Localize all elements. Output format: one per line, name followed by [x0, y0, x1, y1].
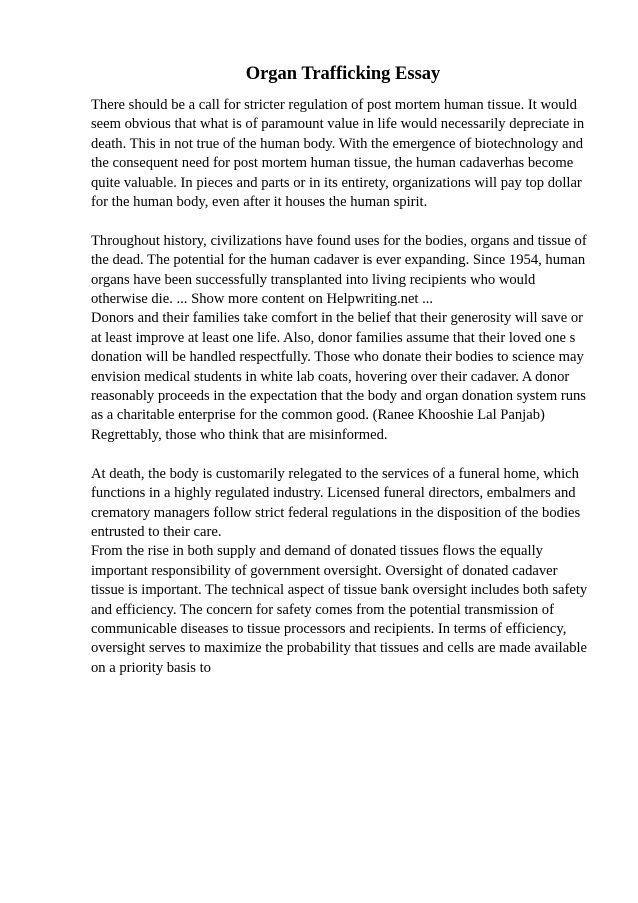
paragraph-line: At death, the body is customarily relegated to the services of a funeral home, which [91, 465, 579, 482]
paragraph-line: donation will be handled respectfully. Those who donate their bodies to science may [91, 349, 584, 366]
paragraph-line: From the rise in both supply and demand of donated tissues flows the equally [91, 543, 543, 560]
paragraph [91, 232, 601, 445]
paragraph-line: the dead. The potential for the human cadaver is ever expanding. Since 1954, human [91, 252, 586, 269]
paragraph-line: oversight serves to maximize the probability that tissues and cells are made available [91, 640, 588, 657]
paragraph-line: important responsibility of government oversight. Oversight of donated cadaver [91, 562, 558, 579]
paragraph-line: seem obvious that what is of paramount value in life would necessarily depreciate in [91, 116, 585, 133]
paragraph [91, 96, 601, 212]
paragraph-line: crematory managers follow strict federal regulations in the disposition of the bodies [91, 504, 581, 521]
paragraph-line: tissue is important. The technical aspect of tissue bank oversight includes both safety [91, 582, 588, 599]
paragraph-line: otherwise die. ... Show more content on Helpwriting.net ... [91, 291, 434, 308]
paragraph-line: organs have been successfully transplanted into living recipients who would [91, 271, 536, 288]
paragraph-line: reasonably proceeds in the expectation that the body and organ donation system runs [91, 388, 586, 405]
paragraph-line: There should be a call for stricter regulation of post mortem human tissue. It would [91, 97, 577, 113]
document-body [91, 96, 601, 698]
paragraph-line: as a charitable enterprise for the common good. (Ranee Khooshie Lal Panjab) [91, 407, 545, 424]
paragraph-line: envision medical students in white lab coats, hovering over their cadaver. A donor [91, 368, 570, 385]
paragraph-line: Throughout history, civilizations have found uses for the bodies, organs and tissue of [91, 232, 587, 249]
paragraph-line: functions in a highly regulated industry. Licensed funeral directors, embalmers and [91, 485, 576, 502]
paragraph-line: communicable diseases to tissue processors and recipients. In terms of efficiency, [91, 620, 567, 637]
document-title: Organ Trafficking Essay [245, 64, 441, 84]
paragraph-line: and efficiency. The concern for safety comes from the potential transmission of [91, 601, 554, 618]
paragraph-line: entrusted to their care. [91, 523, 222, 540]
paragraph [91, 465, 601, 678]
paragraph-line: for the human body, even after it houses the human spirit. [91, 194, 428, 211]
paragraph-line: at least improve at least one life. Also, donor families assume that their loved one s [91, 329, 576, 346]
paragraph-line: Regrettably, those who think that are misinformed. [91, 426, 388, 443]
paragraph-line: death. This in not true of the human body. With the emergence of biotechnology and [91, 135, 584, 152]
paragraph-line: the consequent need for post mortem human tissue, the human cadaverhas become [91, 155, 574, 172]
paragraph-line: Donors and their families take comfort in the belief that their generosity will save or [91, 310, 583, 327]
paragraph-line: on a priority basis to [91, 659, 211, 676]
paragraph-line: quite valuable. In pieces and parts or in its entirety, organizations will pay top dollar [91, 174, 582, 191]
